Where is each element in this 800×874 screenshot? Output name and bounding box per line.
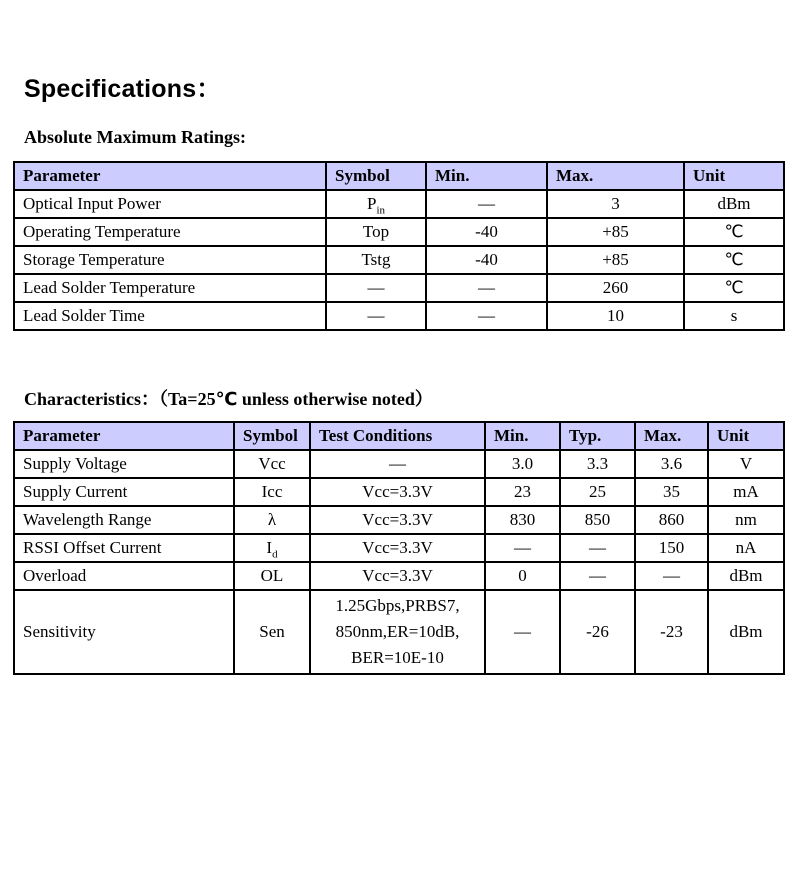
max-cell: 860 xyxy=(635,506,708,534)
min-cell: 23 xyxy=(485,478,560,506)
table-header-row xyxy=(14,422,784,450)
parameter-cell: Supply Current xyxy=(14,478,234,506)
abs-max-table xyxy=(13,161,785,331)
unit-cell: s xyxy=(684,302,784,330)
table-row xyxy=(14,302,784,330)
parameter-cell: Sensitivity xyxy=(14,590,234,674)
parameter-cell: RSSI Offset Current xyxy=(14,534,234,562)
column-header-parameter: Parameter xyxy=(14,422,234,450)
parameter-cell: Wavelength Range xyxy=(14,506,234,534)
unit-cell: dBm xyxy=(684,190,784,218)
max-cell: — xyxy=(635,562,708,590)
symbol-text: Icc xyxy=(261,482,283,502)
test-conditions-cell: Vcc=3.3V xyxy=(310,534,485,562)
unit-cell: V xyxy=(708,450,784,478)
test-conditions-cell: Vcc=3.3V xyxy=(310,506,485,534)
symbol-cell xyxy=(234,590,310,674)
unit-cell: ℃ xyxy=(684,246,784,274)
min-cell: 0 xyxy=(485,562,560,590)
min-cell: — xyxy=(426,274,547,302)
max-cell: +85 xyxy=(547,246,684,274)
symbol-text: Sen xyxy=(259,622,285,642)
abs-max-heading: Absolute Maximum Ratings: xyxy=(24,127,247,147)
typ-cell: 3.3 xyxy=(560,450,635,478)
typ-cell: — xyxy=(560,534,635,562)
parameter-cell: Storage Temperature xyxy=(14,246,326,274)
max-cell: 3 xyxy=(547,190,684,218)
table-row xyxy=(14,190,784,218)
symbol-subscript: d xyxy=(272,548,278,561)
table-row xyxy=(14,450,784,478)
column-header-max: Max. xyxy=(547,162,684,190)
table-row xyxy=(14,478,784,506)
min-cell: -40 xyxy=(426,246,547,274)
symbol-cell xyxy=(234,450,310,478)
test-conditions-cell: Vcc=3.3V xyxy=(310,562,485,590)
min-cell: -40 xyxy=(426,218,547,246)
characteristics-heading: Characteristics：（Ta=25℃ unless otherwise noted） xyxy=(24,388,433,409)
symbol-cell xyxy=(326,274,426,302)
max-cell: 260 xyxy=(547,274,684,302)
unit-cell: nA xyxy=(708,534,784,562)
unit-cell: ℃ xyxy=(684,274,784,302)
column-header-unit: Unit xyxy=(708,422,784,450)
symbol-cell xyxy=(326,190,426,218)
table-row xyxy=(14,590,784,674)
symbol-cell xyxy=(234,506,310,534)
max-cell: 35 xyxy=(635,478,708,506)
characteristics-table xyxy=(13,421,785,675)
column-header-min: Min. xyxy=(426,162,547,190)
table-row xyxy=(14,218,784,246)
min-cell: — xyxy=(426,190,547,218)
table-row xyxy=(14,246,784,274)
table-row xyxy=(14,506,784,534)
table-row xyxy=(14,534,784,562)
symbol-text: — xyxy=(367,305,385,325)
min-cell: — xyxy=(426,302,547,330)
column-header-max: Max. xyxy=(635,422,708,450)
test-conditions-line: 1.25Gbps,PRBS7, xyxy=(335,596,460,616)
max-cell: 10 xyxy=(547,302,684,330)
min-cell: 3.0 xyxy=(485,450,560,478)
test-conditions-cell: Vcc=3.3V xyxy=(310,478,485,506)
symbol-cell xyxy=(234,478,310,506)
test-conditions-line: 850nm,ER=10dB, xyxy=(335,622,460,642)
symbol-cell xyxy=(326,218,426,246)
symbol-text: — xyxy=(367,277,385,297)
symbol-text: λ xyxy=(267,510,277,530)
max-cell: +85 xyxy=(547,218,684,246)
symbol-text: Tstg xyxy=(361,249,391,269)
symbol-cell xyxy=(234,534,310,562)
typ-cell: 25 xyxy=(560,478,635,506)
max-cell: -23 xyxy=(635,590,708,674)
symbol-cell xyxy=(234,562,310,590)
parameter-cell: Overload xyxy=(14,562,234,590)
max-cell: 3.6 xyxy=(635,450,708,478)
min-cell: 830 xyxy=(485,506,560,534)
test-conditions-cell: — xyxy=(310,450,485,478)
symbol-text: OL xyxy=(260,566,284,586)
table-header-row xyxy=(14,162,784,190)
column-header-symbol: Symbol xyxy=(234,422,310,450)
unit-cell: ℃ xyxy=(684,218,784,246)
unit-cell: nm xyxy=(708,506,784,534)
parameter-cell: Lead Solder Temperature xyxy=(14,274,326,302)
symbol-text: I xyxy=(266,538,273,558)
parameter-cell: Optical Input Power xyxy=(14,190,326,218)
column-header-test-conditions: Test Conditions xyxy=(310,422,485,450)
parameter-cell: Lead Solder Time xyxy=(14,302,326,330)
symbol-text: Top xyxy=(362,221,390,241)
unit-cell: mA xyxy=(708,478,784,506)
symbol-cell xyxy=(326,302,426,330)
column-header-unit: Unit xyxy=(684,162,784,190)
symbol-subscript: in xyxy=(376,203,386,216)
page-title: Specifications： xyxy=(24,75,222,103)
typ-cell: -26 xyxy=(560,590,635,674)
column-header-parameter: Parameter xyxy=(14,162,326,190)
symbol-cell xyxy=(326,246,426,274)
typ-cell: — xyxy=(560,562,635,590)
column-header-symbol: Symbol xyxy=(326,162,426,190)
unit-cell: dBm xyxy=(708,562,784,590)
typ-cell: 850 xyxy=(560,506,635,534)
max-cell: 150 xyxy=(635,534,708,562)
min-cell: — xyxy=(485,534,560,562)
parameter-cell: Supply Voltage xyxy=(14,450,234,478)
test-conditions-cell xyxy=(310,590,485,674)
min-cell: — xyxy=(485,590,560,674)
page xyxy=(0,74,800,675)
unit-cell: dBm xyxy=(708,590,784,674)
parameter-cell: Operating Temperature xyxy=(14,218,326,246)
symbol-text: Vcc xyxy=(258,454,286,474)
table-row xyxy=(14,562,784,590)
table-row xyxy=(14,274,784,302)
column-header-typ: Typ. xyxy=(560,422,635,450)
test-conditions-line: BER=10E-10 xyxy=(351,648,444,668)
column-header-min: Min. xyxy=(485,422,560,450)
symbol-text: P xyxy=(366,193,377,213)
